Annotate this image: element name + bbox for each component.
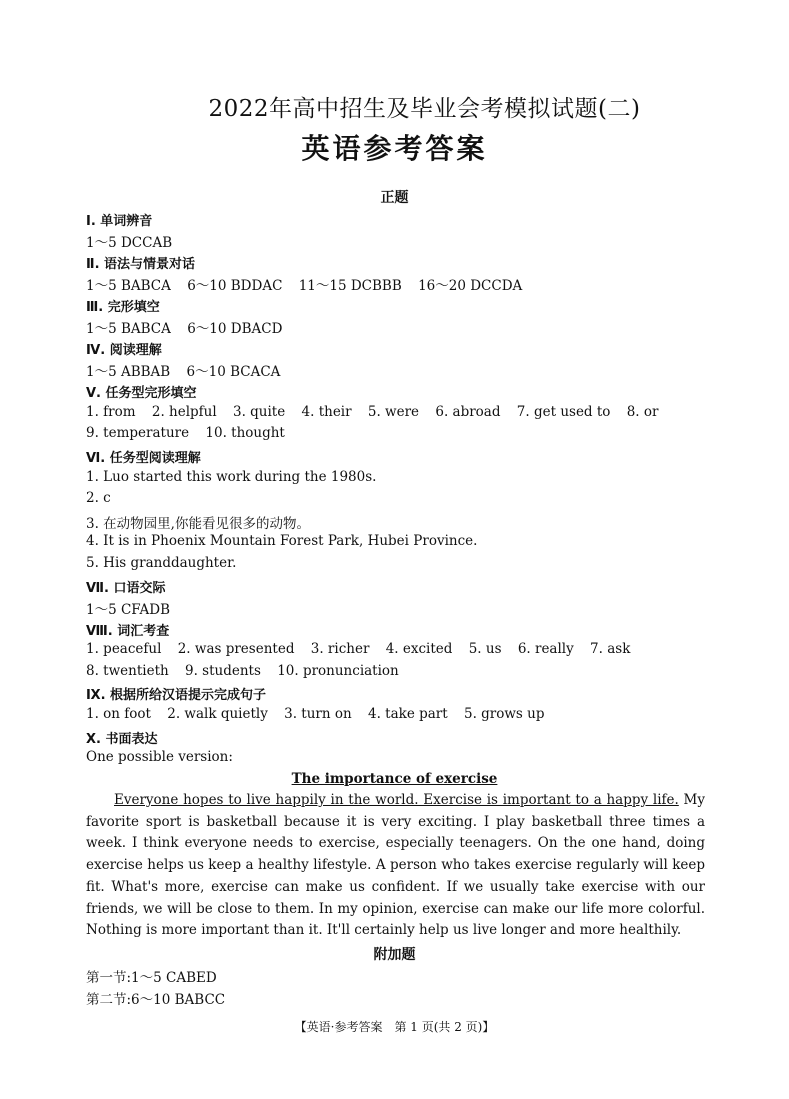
part-1-answers [86,231,184,251]
answer-group: 16～20 DCCDA [418,278,523,294]
answer-group: 1～5 CFADB [86,602,170,618]
answer-item: 3. turn on [284,706,352,722]
answer-item: 7. get used to [516,404,611,420]
answer-item: 4. their [301,404,352,420]
answer-group: 1～5 DCCAB [86,235,173,251]
answer-item: 9. students [184,663,261,679]
answer-group: 11～15 DCBBB [298,278,402,294]
answer-item: 3. richer [310,641,370,657]
answer-item: 2. walk quietly [167,706,268,722]
part-2-answers [86,274,534,294]
part-8-answers-line1 [86,641,642,657]
extra-answers-2: 第二节:6～10 BABCC [86,992,226,1008]
main-section-heading: 正题 [380,190,409,206]
part-6-answer-1: 1. Luo started this work during the 1980s. [86,469,377,485]
part-4-answers [86,360,292,380]
answer-item: 6. abroad [435,404,501,420]
answer-item: 4. take part [368,706,448,722]
answer-item: 5. us [468,641,502,657]
part-7-heading: Ⅶ. 口语交际 [86,581,166,596]
part-6-answer-5: 5. His granddaughter. [86,555,237,571]
answer-item: 8. or [626,404,659,420]
part-1-heading: Ⅰ. 单词辨音 [86,214,153,229]
answer-key-title: 英语参考答案 [301,132,488,165]
answer-item: 9. temperature [86,425,190,441]
answer-item: 2. helpful [151,404,217,420]
part-6-heading: Ⅵ. 任务型阅读理解 [86,451,201,466]
essay-body [86,790,705,942]
part-2-heading: Ⅱ. 语法与情景对话 [86,257,196,272]
answer-group: 1～5 BABCA [86,278,171,294]
part-5-answers-line2 [86,425,297,441]
exam-title: 2022年高中招生及毕业会考模拟试题(二) [208,96,641,122]
part-7-answers [86,598,182,618]
extra-answers-1: 第一节:1～5 CABED [86,970,217,986]
answer-item: 2. was presented [177,641,295,657]
part-3-heading: Ⅲ. 完形填空 [86,300,160,315]
answer-item: 1. peaceful [86,641,162,657]
essay-title: The importance of exercise [291,771,498,787]
answer-item: 3. quite [232,404,286,420]
sample-version-intro: One possible version: [86,749,233,765]
answer-group: 1～5 BABCA [86,321,171,337]
part-5-heading: Ⅴ. 任务型完形填空 [86,386,197,401]
answer-item: 8. twentieth [86,663,169,679]
part-6-answer-4: 4. It is in Phoenix Mountain Forest Park, Hubei Province. [86,533,478,549]
part-6-answer-3: 3. 在动物园里,你能看见很多的动物。 [86,516,310,532]
answer-item: 4. excited [385,641,453,657]
answer-item: 1. from [86,404,136,420]
answer-item: 5. grows up [463,706,545,722]
part-4-heading: Ⅳ. 阅读理解 [86,343,162,358]
part-9-answers [86,706,557,722]
part-8-answers-line2 [86,663,411,679]
answer-item: 5. were [367,404,420,420]
answer-item: 10. pronunciation [277,663,399,679]
answer-group: 1～5 ABBAB [86,364,171,380]
answer-group: 6～10 BCACA [186,364,281,380]
essay-remaining-text: My favorite sport is basketball because it is very exciting. I play basketball three times a week. I think everyone needs to exercise, especially teenagers. On the one hand, doing exercise helps us keep a healthy lifestyle. A person who takes exercise regularly will keep fit. What's more, exercise can make us confident. If we usually take exercise with our friends, we will be close to them. In my opinion, exercise can make our life more colorful. Nothing is more important than it. It'll certainly help us live longer and more healthily. [86,792,705,939]
page-footer: 【英语·参考答案 第 1 页(共 2 页)】 [294,1020,495,1034]
part-5-answers-line1 [86,404,670,420]
part-6-answer-2: 2. c [86,490,111,506]
part-3-answers [86,317,294,337]
part-9-heading: Ⅸ. 根据所给汉语提示完成句子 [86,688,267,703]
extra-section-heading: 附加题 [373,947,416,963]
answer-item: 1. on foot [86,706,151,722]
answer-group: 6～10 BDDAC [187,278,283,294]
essay-underlined-sentences: Everyone hopes to live happily in the world. Exercise is important to a happy life. [114,792,679,808]
answer-item: 6. really [517,641,574,657]
part-8-heading: Ⅷ. 词汇考查 [86,624,170,639]
part-10-heading: Ⅹ. 书面表达 [86,732,158,747]
answer-group: 6～10 DBACD [187,321,283,337]
answer-item: 7. ask [590,641,631,657]
answer-item: 10. thought [205,425,285,441]
